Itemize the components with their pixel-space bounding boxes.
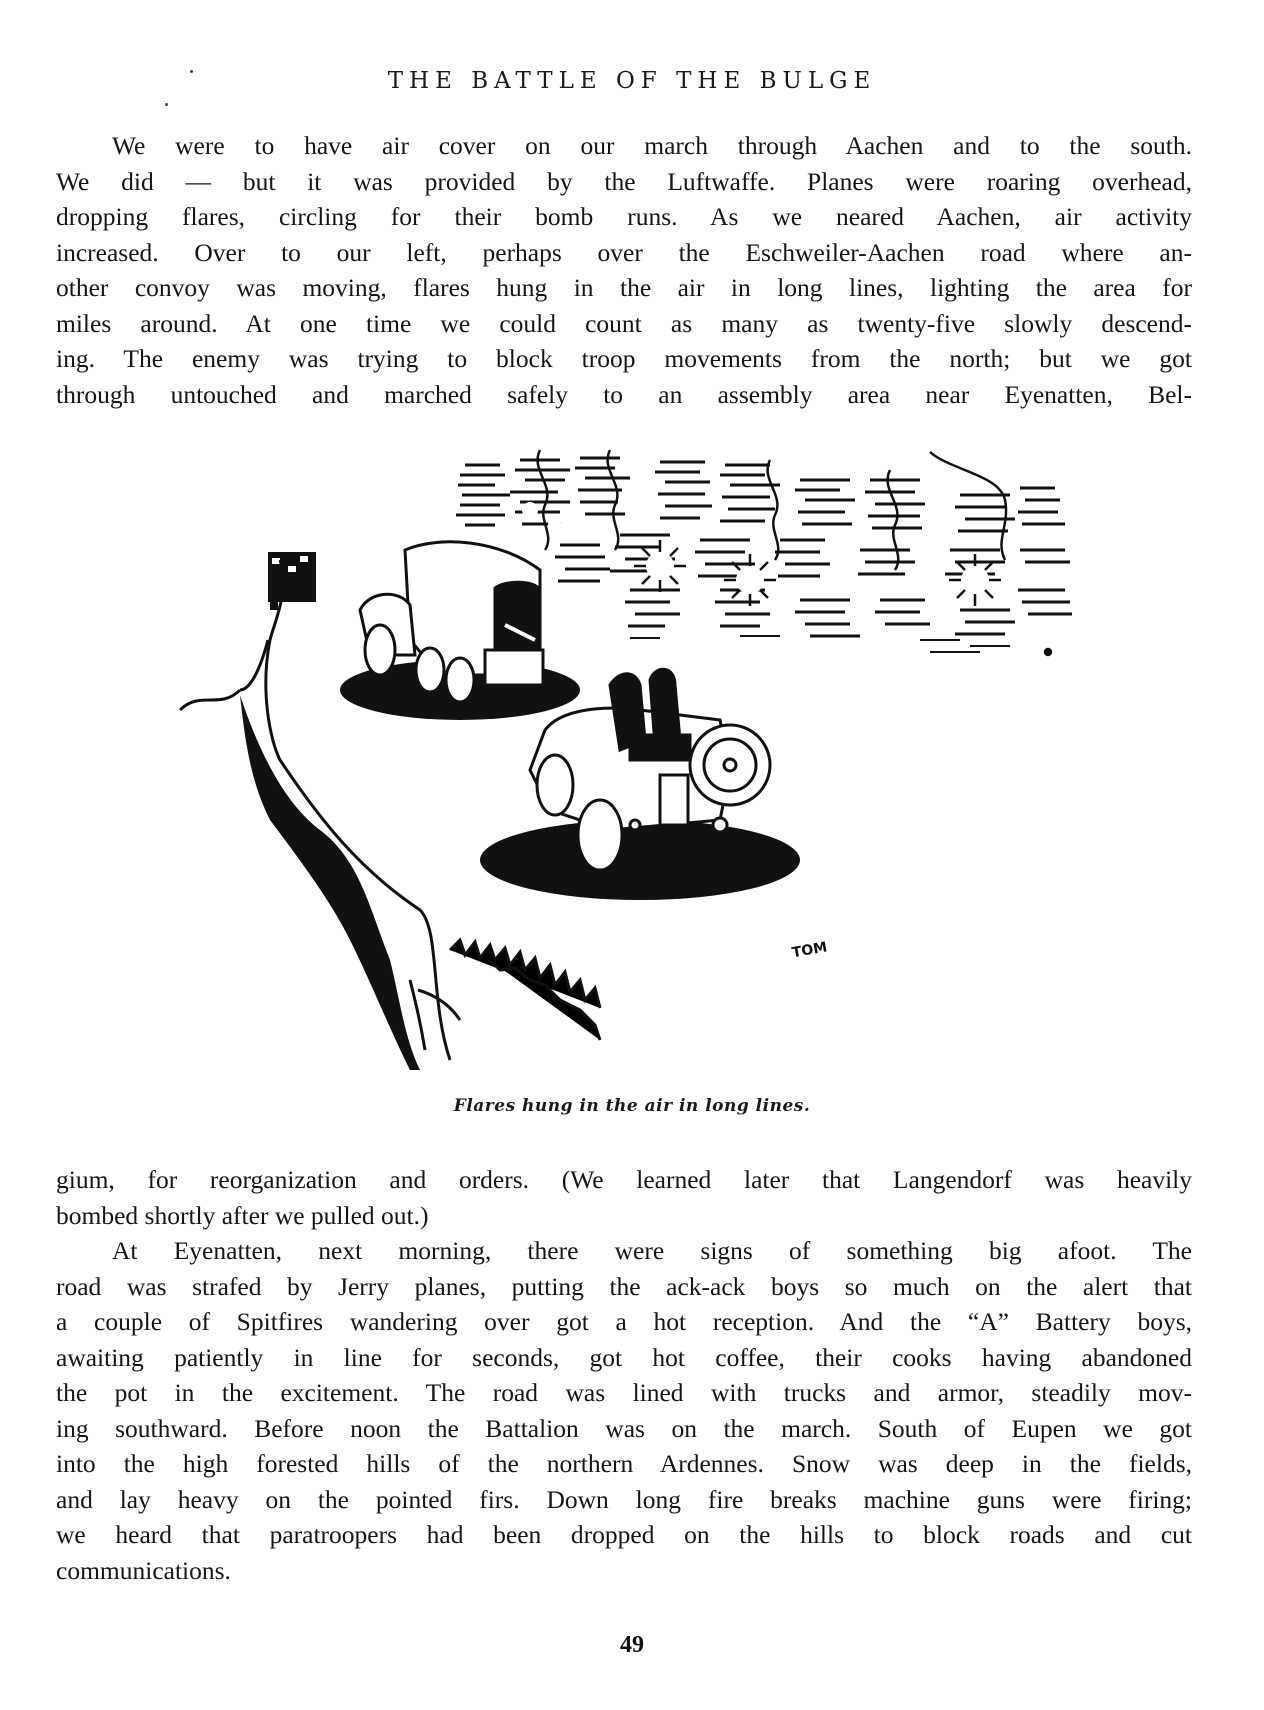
- text-line: road was strafed by Jerry planes, putting the ack-ack boys so much on the alert that: [56, 1271, 1192, 1301]
- grass-tufts: [450, 940, 600, 1040]
- paragraph-1: [56, 128, 1192, 412]
- page-number: 49: [620, 1632, 644, 1658]
- covered-truck: [340, 542, 580, 720]
- text-line: gium, for reorganization and orders. (We learned later that Langendorf was heavily: [56, 1165, 1192, 1194]
- distant-truck: [268, 552, 316, 610]
- text-line: the pot in the excitement. The road was lined with trucks and armor, steadily mov-: [56, 1378, 1192, 1407]
- flare-bursts: [522, 502, 1001, 606]
- text-line: communications.: [56, 1555, 231, 1585]
- text-line: dropping flares, circling for their bomb runs. As we neared Aachen, air activity: [56, 202, 1192, 231]
- text-line: we heard that paratroopers had been dropped on the hills to block roads and cut: [56, 1520, 1192, 1549]
- text-line: ing. The enemy was trying to block troop movements from the north; but we got: [56, 344, 1192, 373]
- text-line: We did — but it was provided by the Luftwaffe. Planes were roaring overhead,: [56, 166, 1192, 196]
- tree-branch: [410, 980, 460, 1050]
- text-line: increased. Over to our left, perhaps over the Eschweiler-Aachen road where an-: [56, 237, 1192, 267]
- text-line: other convoy was moving, flares hung in the air in long lines, lighting the area for: [56, 273, 1192, 302]
- scan-speck: [165, 103, 168, 106]
- text-line: into the high forested hills of the northern Ardennes. Snow was deep in the fields,: [56, 1449, 1192, 1478]
- paragraph-2: [56, 1162, 1192, 1588]
- road-shadow: [240, 695, 420, 1070]
- flares-sky: [456, 458, 1072, 652]
- text-line: At Eyenatten, next morning, there were signs of something big afoot. The: [112, 1236, 1192, 1265]
- text-line: awaiting patiently in line for seconds, got hot coffee, their cooks having abandoned: [56, 1342, 1192, 1372]
- text-line: miles around. At one time we could count as many as twenty-five slowly descend-: [56, 308, 1192, 338]
- text-line: and lay heavy on the pointed firs. Down long fire breaks machine guns were firing;: [56, 1484, 1192, 1514]
- text-line: through untouched and marched safely to an assembly area near Eyenatten, Bel-: [56, 379, 1192, 409]
- text-line: bombed shortly after we pulled out.): [56, 1200, 429, 1230]
- text-line: We were to have air cover on our march through Aachen and to the south.: [112, 131, 1192, 160]
- running-head-title: THE BATTLE OF THE BULGE: [387, 68, 877, 94]
- text-line: ing southward. Before noon the Battalion was on the march. South of Eupen we got: [56, 1413, 1192, 1443]
- scan-speck: [190, 70, 193, 73]
- illustration-convoy-flares: [160, 440, 1080, 1080]
- figure-caption: Flares hung in the air in long lines.: [453, 1096, 811, 1116]
- artist-signature: TOM: [790, 939, 829, 962]
- text-line: a couple of Spitfires wandering over got a hot reception. And the “A” Battery boys,: [56, 1307, 1192, 1336]
